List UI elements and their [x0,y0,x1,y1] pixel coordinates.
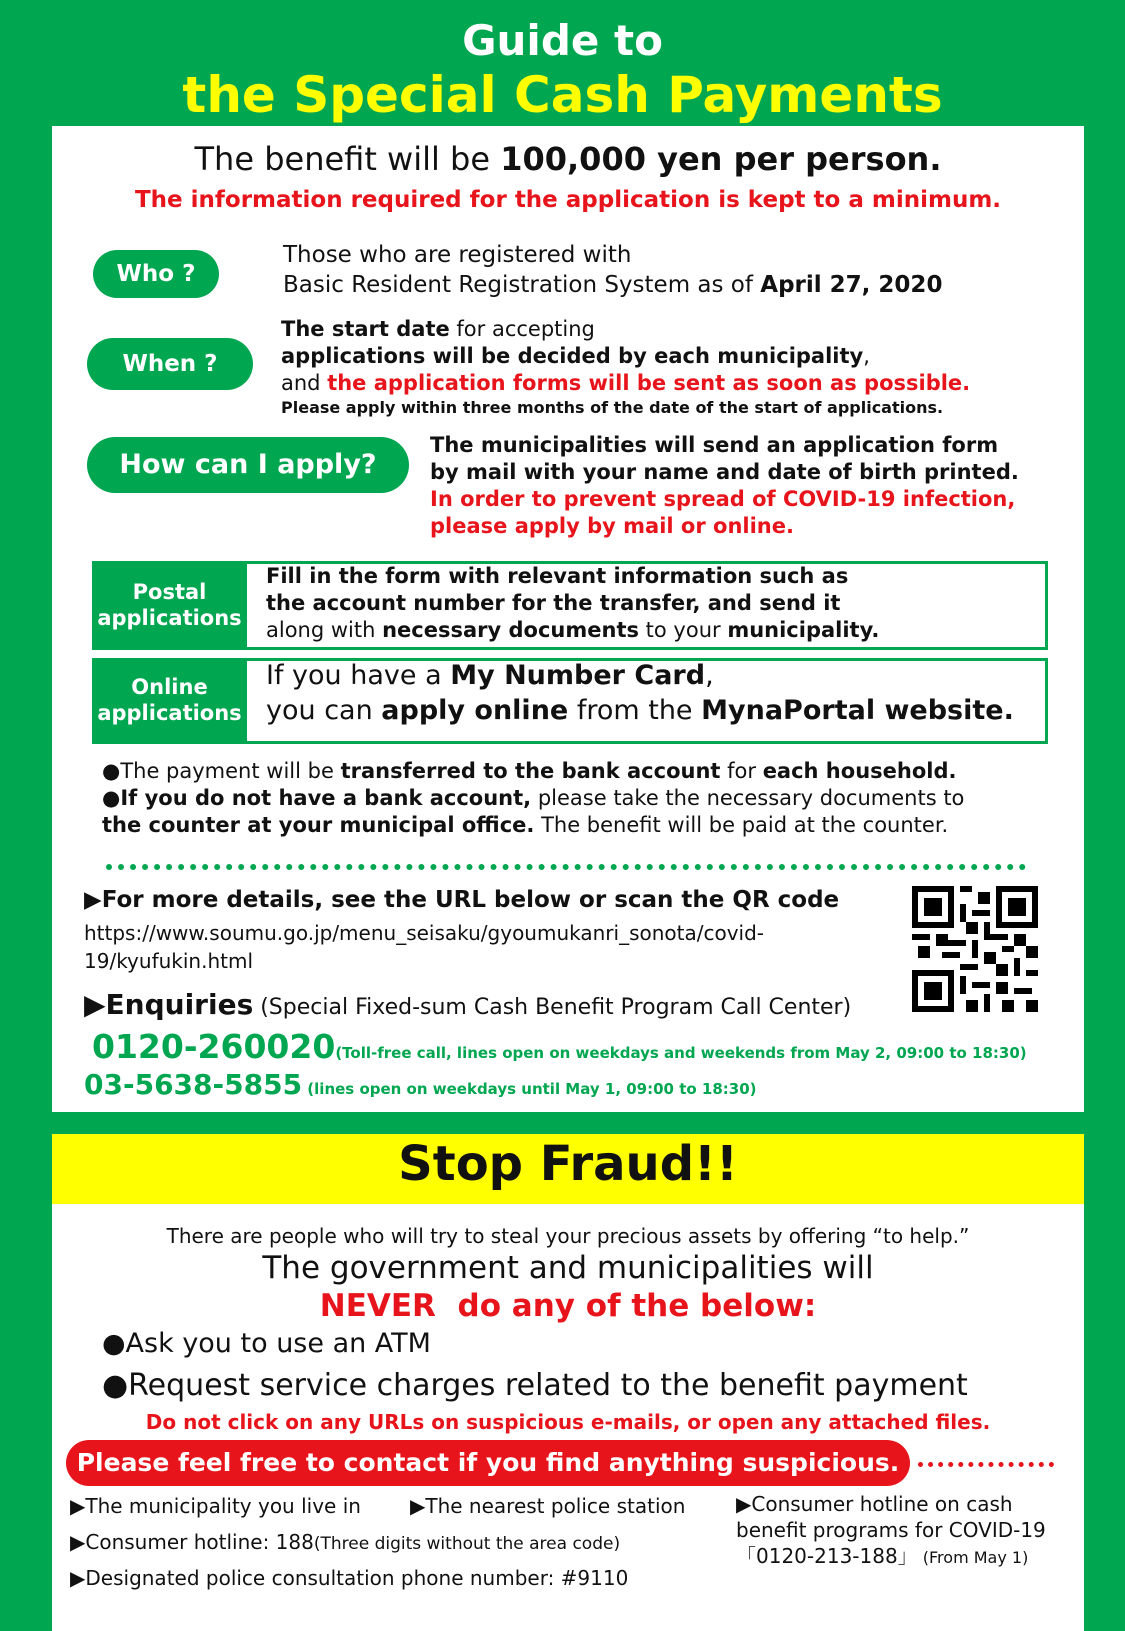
minimum-note: The information required for the application is kept to a minimum. [134,187,1002,213]
no-click-warning: Do not click on any URLs on suspicious e-mails, or open any attached files. [145,1410,991,1434]
who-line-2: Basic Resident Registration System as of April 27, 2020 [283,272,943,298]
benefit-prefix: The benefit will be [194,140,501,178]
payment-bullet-2-cont: the counter at your municipal office. The benefit will be paid at the counter. [102,813,949,837]
fraud-intro: There are people who will try to steal your precious assets by offering “to help.” [166,1224,970,1248]
qr-code-icon [910,886,1040,1012]
phone-1-note: (Toll-free call, lines open on weekdays and weekends from May 2, 09:00 to 18:30) [335,1044,1027,1062]
phone-2[interactable]: 03-5638-5855 [84,1068,303,1101]
registration-date: April 27, 2020 [760,272,943,298]
contact-consumer-hotline: ▶Consumer hotline: 188(Three digits without the area code) [70,1530,621,1554]
who-pill: Who ? [93,250,219,298]
contact-municipality: ▶The municipality you live in [70,1494,361,1518]
postal-label: Postal applications [92,561,247,650]
phone-2-line [84,1068,757,1101]
benefit-headline [52,140,1084,178]
online-line-2: you can apply online from the MynaPortal website. [266,695,1014,726]
fraud-item-1: ●Ask you to use an ATM [102,1328,431,1359]
online-line-1: If you have a My Number Card, [266,660,714,691]
details-url[interactable]: https://www.soumu.go.jp/menu_seisaku/gyoumukanri_sonota/covid- 19/kyufukin.html [84,921,765,973]
fraud-item-2: ●Request service charges related to the benefit payment [102,1368,968,1403]
contact-police-station: ▶The nearest police station [410,1494,686,1518]
contact-banner: Please feel free to contact if you find anything suspicious. [66,1440,910,1486]
how-text [430,432,1019,540]
how-pill: How can I apply? [87,437,409,493]
how-line-2: by mail with your name and date of birth printed. [430,460,1019,484]
title-line-2: the Special Cash Payments [182,66,943,124]
fraud-never-line: NEVER do any of the below: [319,1288,817,1324]
when-line-3: and the application forms will be sent as soon as possible. [281,371,971,395]
online-text [266,658,1014,728]
how-line-3: In order to prevent spread of COVID-19 infection, [430,487,1016,511]
section-divider [106,864,1026,870]
details-heading: ▶For more details, see the URL below or scan the QR code [84,887,840,913]
who-text [283,240,942,300]
when-pill: When ? [87,338,253,390]
when-line-1: The start date for accepting [281,317,595,341]
postal-line-1: Fill in the form with relevant information such as [266,564,849,588]
enquiries-heading: ▶Enquiries [84,988,254,1021]
phone-1-line [92,1027,1027,1066]
contact-dotted-line [918,1462,1054,1467]
online-label: Online applications [92,658,247,744]
fraud-title: Stop Fraud!! [398,1136,738,1192]
payment-notes [102,758,1042,839]
enquiries-sub: (Special Fixed-sum Cash Benefit Program Call Center) [253,995,852,1020]
title-line-1: Guide to [462,16,663,65]
when-text [281,316,970,419]
who-line-1: Those who are registered with [283,242,632,268]
how-line-1: The municipalities will send an application form [430,433,999,457]
enquiries-line [84,988,851,1021]
postal-line-3: along with necessary documents to your municipality. [266,618,880,642]
postal-text [266,563,879,644]
benefit-amount: 100,000 yen per person. [500,140,942,178]
postal-line-2: the account number for the transfer, and send it [266,591,841,615]
payment-bullet-1: ●The payment will be transferred to the bank account for each household. [102,759,957,783]
how-line-4: please apply by mail or online. [430,514,794,538]
contact-covid-hotline: ▶Consumer hotline on cash benefit programs for COVID-19 「0120-213-188」 (From May 1) [736,1492,1046,1568]
when-line-2: applications will be decided by each municipality, [281,344,870,368]
fraud-gov-line: The government and municipalities will [262,1250,874,1286]
when-line-4: Please apply within three months of the date of the start of applications. [281,398,944,417]
payment-bullet-2: ●If you do not have a bank account, please take the necessary documents to [102,786,965,810]
contact-police-number: ▶Designated police consultation phone number: #9110 [70,1566,629,1590]
phone-2-note: (lines open on weekdays until May 1, 09:00 to 18:30) [302,1080,757,1098]
phone-1[interactable]: 0120-260020 [92,1027,336,1066]
